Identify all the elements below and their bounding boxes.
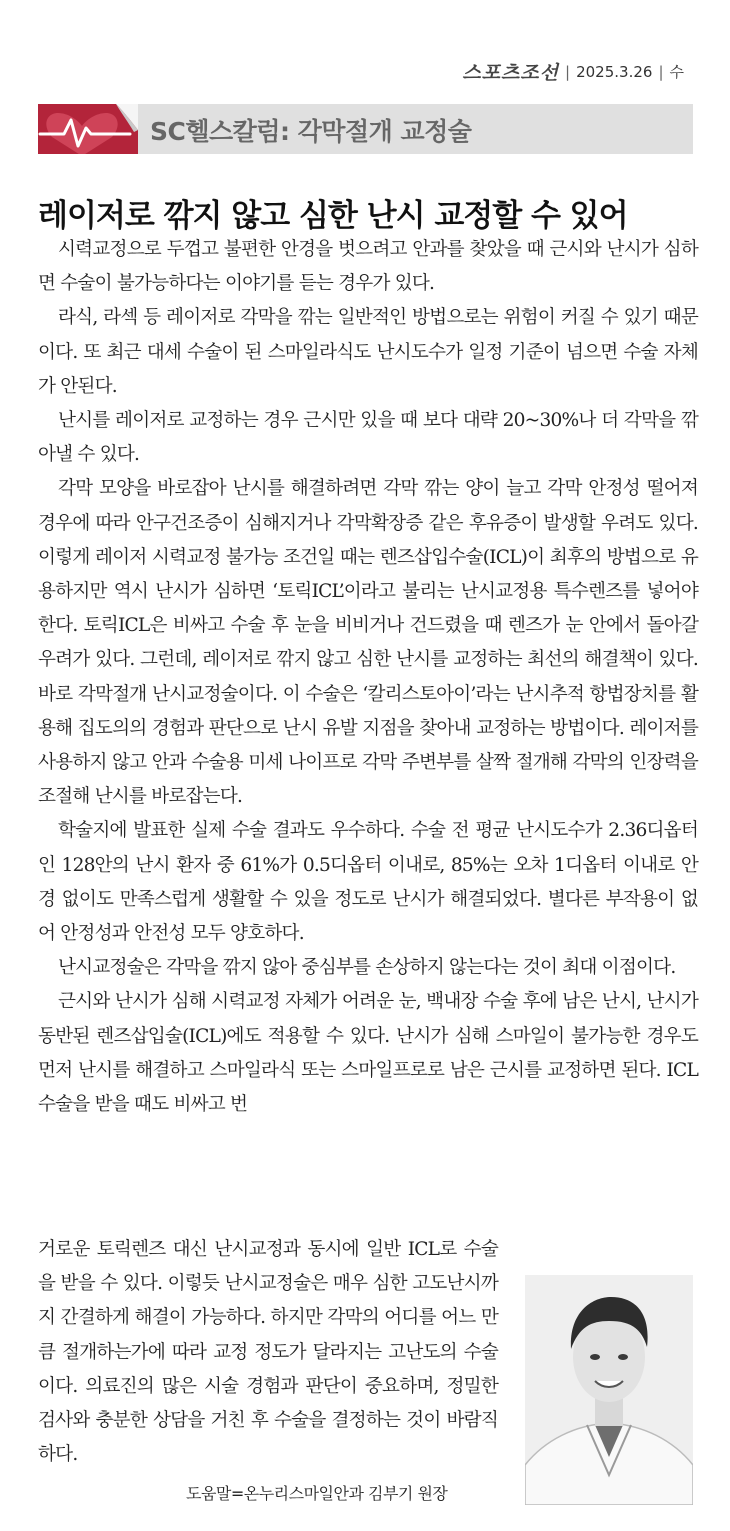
column-title: SC헬스칼럼: 각막절개 교정술: [150, 117, 472, 146]
article-paragraph: 라식, 라섹 등 레이저로 각막을 깎는 일반적인 방법으로는 위험이 커질 수 있기 때문이다. 또 최근 대세 수술이 된 스마일라식도 난시도수가 일정 기준이 넘으면 수술 자체가 안된다.: [38, 307, 698, 397]
article-paragraph: 근시와 난시가 심해 시력교정 자체가 어려운 눈, 백내장 수술 후에 남은 난시, 난시가 동반된 렌즈삽입술(ICL)에도 적용할 수 있다. 난시가 심해 스마일이 불가능한 경우도 먼저 난시를 해결하고 스마일라식 또는 스마일프로로 남은 근시를 교정하면 된다. ICL수술을 받을 때도 비싸고 번: [38, 991, 698, 1116]
heart-pulse-icon: [38, 104, 138, 154]
divider: |: [658, 62, 664, 81]
article-headline: 레이저로 깎지 않고 심한 난시 교정할 수 있어: [38, 198, 628, 234]
article-paragraph: 각막 모양을 바로잡아 난시를 해결하려면 각막 깎는 양이 늘고 각막 안정성 떨어져 경우에 따라 안구건조증이 심해지거나 각막확장증 같은 후유증이 발생할 우려도 있다. 이렇게 레이저 시력교정 불가능 조건일 때는 렌즈삽입수술(ICL)이 최후의 방법으로 유용하지만 역시 난시가 심하면 ‘토릭ICL’이라고 불리는 난시교정용 특수렌즈를 넣어야 한다. 토릭ICL은 비싸고 수술 후 눈을 비비거나 건드렸을 때 렌즈가 눈 안에서 돌아갈 우려가 있다. 그런데, 레이저로 깎지 않고 심한 난시를 교정하는 최선의 해결책이 있다. 바로 각막절개 난시교정술이다. 이 수술은 ‘칼리스토아이’라는 난시추적 항법장치를 활용해 집도의의 경험과 판단으로 난시 유발 지점을 찾아내 교정하는 방법이다. 레이저를 사용하지 않고 안과 수술용 미세 나이프로 각막 주변부를 살짝 절개해 각막의 인장력을 조절해 난시를 바로잡는다.: [38, 478, 698, 808]
publication-name: 스포츠조선: [462, 62, 560, 84]
publication-weekday: 수: [669, 63, 684, 81]
column-banner: [38, 104, 693, 154]
article-credit: 도움말=온누리스마일안과 김부기 원장: [186, 1484, 448, 1503]
article-paragraph: 난시교정술은 각막을 깎지 않아 중심부를 손상하지 않는다는 것이 최대 이점이다.: [58, 957, 676, 979]
masthead: [462, 58, 684, 85]
article-tail-text: 거로운 토릭렌즈 대신 난시교정과 동시에 일반 ICL로 수술을 받을 수 있다. 이렇듯 난시교정술은 매우 심한 고도난시까지 간결하게 해결이 가능하다. 하지만 각막의 어디를 어느 만큼 절개하는가에 따라 교정 정도가 달라지는 고난도의 수술이다. 의료진의 많은 시술 경험과 판단이 중요하며, 정밀한 검사와 충분한 상담을 거친 후 수술을 결정하는 것이 바람직하다.: [38, 1239, 498, 1466]
article-body: [38, 233, 698, 1122]
article-paragraph: 학술지에 발표한 실제 수술 결과도 우수하다. 수술 전 평균 난시도수가 2.36디옵터인 128안의 난시 환자 중 61%가 0.5디옵터 이내로, 85%는 오차 1디옵터 이내로 안경 없이도 만족스럽게 생활할 수 있을 정도로 난시가 해결되었다. 별다른 부작용이 없어 안정성과 안전성 모두 양호하다.: [38, 820, 698, 945]
article-paragraph: 시력교정으로 두껍고 불편한 안경을 벗으려고 안과를 찾았을 때 근시와 난시가 심하면 수술이 불가능하다는 이야기를 듣는 경우가 있다.: [38, 239, 698, 295]
portrait-illustration: [525, 1275, 693, 1505]
publication-date: 2025.3.26: [576, 62, 653, 81]
doctor-portrait: [525, 1275, 693, 1505]
article-paragraph: 난시를 레이저로 교정하는 경우 근시만 있을 때 보다 대략 20~30%나 더 각막을 깎아낼 수 있다.: [38, 410, 698, 466]
divider: |: [565, 62, 571, 81]
